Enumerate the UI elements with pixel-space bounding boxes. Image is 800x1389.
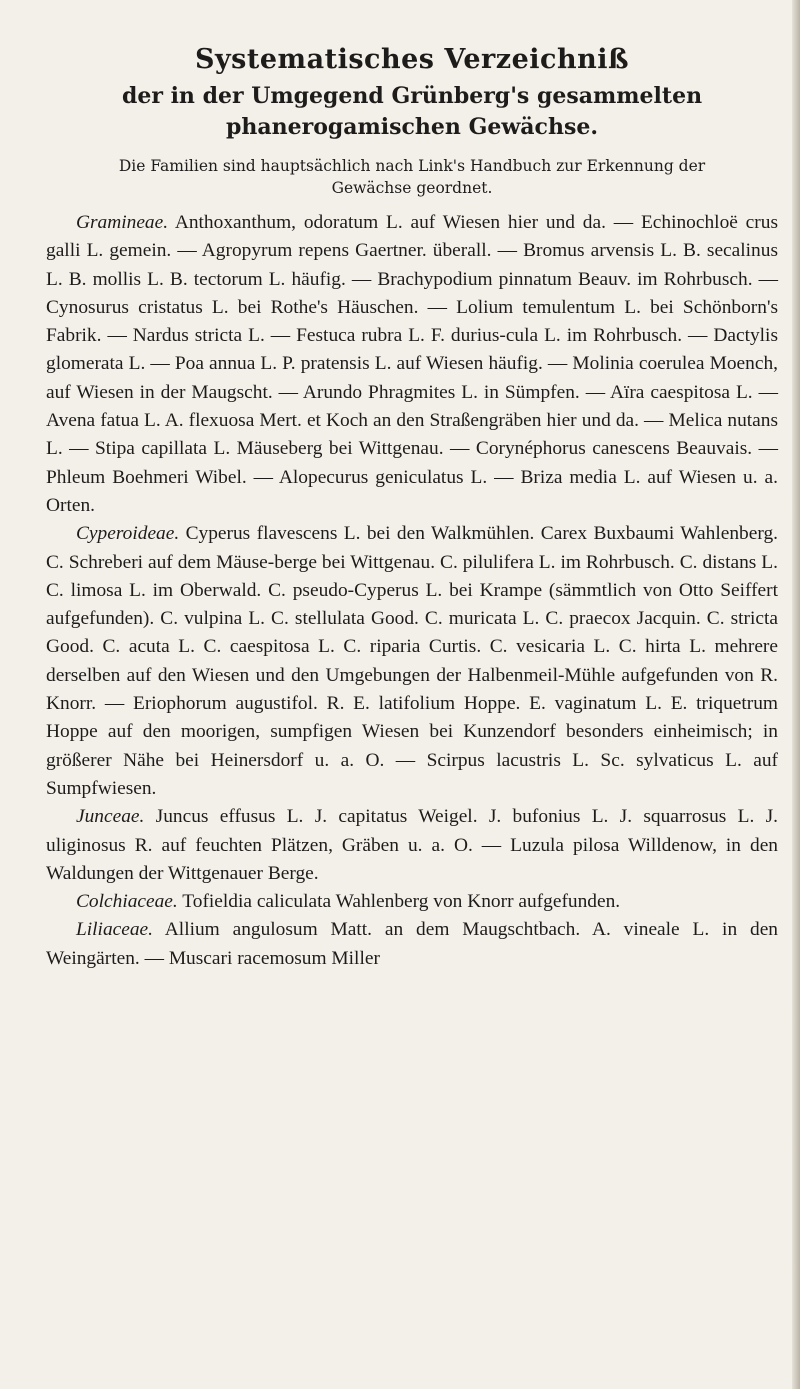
document-subtitle: der in der Umgegend Grünberg's gesammelten phanerogamischen Gewächse. bbox=[121, 83, 703, 140]
section-gramineae bbox=[46, 209, 778, 520]
section-liliaceae bbox=[46, 916, 778, 973]
section-cyperoideae bbox=[46, 520, 778, 803]
section-junceae bbox=[46, 803, 778, 888]
intro-note: Die Familien sind hauptsächlich nach Link's Handbuch zur Erkennung der Gewächse geordnet. bbox=[118, 157, 706, 197]
section-text: Cyperus flavescens L. bei den Walkmühlen. Carex Buxbaumi Wahlenberg. C. Schreberi auf dem Mäuse-berge bei Wittgenau. C. pilulifera L. im Rohrbusch. C. distans L. C. limosa L. im Oberwald. C. pseudo-Cyperus L. bei Krampe (sämmtlich von Otto Seiffert aufgefunden). C. vulpina L. C. stellulata Good. C. muricata L. C. praecox Jacquin. C. stricta Good. C. acuta L. C. caespitosa L. C. riparia Curtis. C. vesicaria L. C. hirta L. mehrere derselben auf den Wiesen und den Umgebungen der Halbenmeil-Mühle aufgefunden von R. Knorr. — Eriophorum augustifol. R. E. latifolium Hoppe. E. vaginatum L. E. triquetrum Hoppe auf den moorigen, sumpfigen Wiesen bei Kunzendorf besonders einheimisch; in größerer Nähe bei Heinersdorf u. a. O. — Scirpus lacustris L. Sc. sylvaticus L. auf Sumpfwiesen. bbox=[46, 523, 778, 799]
family-name: Gramineae. bbox=[76, 212, 169, 233]
document-title: Systematisches Verzeichniß bbox=[195, 44, 629, 75]
page-edge bbox=[792, 0, 800, 1389]
family-name: Cyperoideae. bbox=[76, 523, 180, 545]
section-colchiaceae bbox=[46, 888, 778, 916]
family-name: Junceae. bbox=[76, 806, 145, 828]
section-text: Tofieldia caliculata Wahlenberg von Knorr aufgefunden. bbox=[177, 891, 621, 913]
section-text: Allium angulosum Matt. an dem Maugschtbach. A. vineale L. in den Weingärten. — Muscari racemosum Miller bbox=[46, 919, 778, 969]
section-text: Juncus effusus L. J. capitatus Weigel. J. bufonius L. J. squarrosus L. J. uliginosus R. auf feuchten Plätzen, Gräben u. a. O. — Luzula pilosa Willdenow, in den Waldungen der Wittgenauer Berge. bbox=[46, 806, 778, 884]
family-name: Liliaceae. bbox=[76, 919, 154, 941]
section-text: Anthoxanthum, odoratum L. auf Wiesen hier und da. — Echinochloë crus galli L. gemein. — Agropyrum repens Gaertner. überall. — Bromus arvensis L. B. secalinus L. B. mollis L. B. tectorum L. häufig. — Brachypodium pinnatum Beauv. im Rohrbusch. — Cynosurus cristatus L. bei Rothe's Häuschen. — Lolium temulentum L. bei Schönborn's Fabrik. — Nardus stricta L. — Festuca rubra L. F. durius-cula L. im Rohrbusch. — Dactylis glomerata L. — Poa annua L. P. pratensis L. auf Wiesen häufig. — Molinia coerulea Moench, auf Wiesen in der Maugscht. — Arundo Phragmites L. in Sümpfen. — Aïra caespitosa L. — Avena fatua L. A. flexuosa Mert. et Koch an den Straßengräben hier und da. — Melica nutans L. — Stipa capillata L. Mäuseberg bei Wittgenau. — Corynéphorus canescens Beauvais. — Phleum Boehmeri Wibel. — Alopecurus geniculatus L. — Briza media L. auf Wiesen u. a. Orten. bbox=[46, 212, 778, 516]
family-name: Colchiaceae. bbox=[76, 891, 178, 913]
